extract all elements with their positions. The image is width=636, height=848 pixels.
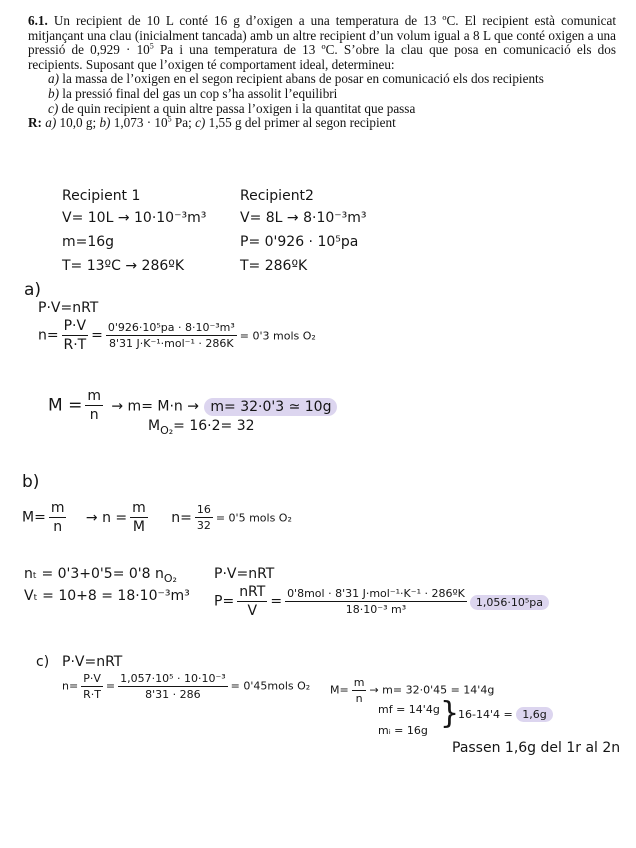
part-a-frac-values [106, 321, 237, 350]
question-b-text: la pressió final del gas un cop s’ha assolit l’equilibri [62, 85, 338, 101]
question-c-text: de quin recipient a quin altre passa l’oxigen i la quantitat que passa [61, 100, 416, 116]
answer-b-exponent: 5 [167, 114, 172, 124]
part-a-n-eq: n= [38, 327, 59, 344]
part-b-frac5-num: 0'8mol · 8'31 J·mol⁻¹·K⁻¹ · 286ºK [287, 587, 465, 600]
part-c-frac2-num: 1,057·10⁵ · 10·10⁻³ [120, 672, 226, 685]
answer-c-letter: c) [195, 115, 206, 131]
part-c-frac3-num: m [353, 676, 365, 689]
part-b-frac-m-n [49, 500, 67, 535]
rec1-title: Recipient 1 [62, 188, 141, 204]
part-b-ideal-gas-law: P·V=nRT [214, 566, 275, 582]
answer-b: 1,073 · 10 [113, 115, 168, 131]
part-c-moles-calc [62, 672, 310, 701]
part-b-total-volume: Vₜ = 10+8 = 18·10⁻³m³ [24, 588, 190, 604]
part-b-frac3-num: 16 [196, 503, 211, 516]
part-c-difference [458, 708, 553, 721]
part-c-frac-m-n [352, 676, 367, 705]
part-a-frac1-den: R·T [63, 337, 87, 353]
answers-line [28, 116, 616, 131]
part-b-frac2-den: M [132, 519, 145, 535]
part-b-frac1-num: m [50, 500, 65, 516]
part-a-frac-pv-rt [62, 318, 88, 353]
part-c-moles-result: = 0'45mols O₂ [230, 679, 311, 693]
part-c-frac1-num: P·V [83, 672, 101, 685]
part-c-diff: 16-14'4 = [458, 708, 513, 721]
part-c-frac2-den: 8'31 · 286 [145, 688, 201, 701]
part-c-n-eq: n= [62, 679, 79, 693]
part-a-frac3-den: n [89, 407, 99, 423]
answer-b-letter: b) [99, 115, 111, 131]
part-c-final-mass: mf = 14'4g [378, 703, 440, 716]
part-c-brace: } [440, 696, 460, 731]
part-b-eq: = [270, 593, 283, 610]
part-c-ideal-gas-law: P·V=nRT [62, 654, 123, 670]
part-c-eq: = [105, 679, 116, 693]
part-b-frac4-den: V [247, 603, 258, 619]
part-c-diff-result: 1,6g [516, 707, 552, 722]
rec2-temperature: T= 286ºK [240, 258, 308, 274]
problem-statement [28, 14, 616, 72]
part-b-total-moles [24, 566, 177, 585]
part-c-frac-values [118, 672, 228, 701]
question-b-letter: b) [48, 85, 59, 101]
part-b-frac-values [285, 587, 467, 616]
answer-a: 10,0 g; [59, 115, 97, 131]
part-b-m-eq: M= [22, 509, 46, 526]
part-b-p-eq: P= [214, 593, 235, 610]
part-a-ideal-gas-law: P·V=nRT [38, 300, 99, 316]
part-b-moles-result: = 0'5 mols O₂ [215, 511, 292, 525]
problem-text [28, 14, 616, 131]
part-b-frac3-den: 32 [196, 519, 211, 532]
question-c-letter: c) [48, 100, 59, 116]
part-b-arrow: → n = [85, 509, 128, 526]
answer-b-unit: Pa; [171, 115, 192, 131]
part-b-frac2-num: m [132, 500, 146, 516]
part-c-mass-calc [330, 676, 494, 705]
part-c-conclusion: Passen 1,6g del 1r al 2n [452, 740, 621, 756]
part-a-frac1-num: P·V [63, 318, 87, 334]
rec1-volume: V= 10L → 10·10⁻³m³ [62, 210, 207, 226]
part-a-label: a) [24, 280, 42, 300]
part-c-frac1-den: R·T [83, 688, 101, 701]
part-b-pressure-calc [214, 584, 549, 619]
part-b-pressure-result: 1,056·10⁵pa [470, 595, 549, 610]
question-a-letter: a) [48, 71, 59, 87]
part-b-n-eq: n= [171, 509, 192, 526]
part-a-frac2-num: 0'926·10⁵pa · 8·10⁻³m³ [107, 321, 235, 334]
part-b-frac5-den: 18·10⁻³ m³ [345, 603, 407, 616]
part-c-label: c) [36, 654, 50, 670]
part-c-initial-mass: mᵢ = 16g [378, 724, 428, 737]
answer-a-letter: a) [45, 115, 57, 131]
question-c [28, 102, 616, 117]
part-b-nt: nₜ = 0'3+0'5= 0'8 n [24, 566, 164, 582]
part-b-frac-m-M [130, 500, 148, 535]
rec2-pressure: P= 0'926 · 10⁵pa [240, 234, 359, 250]
part-c-m-calc: → m= 32·0'45 = 14'4g [369, 683, 495, 697]
part-b-frac-nrt-v [237, 584, 267, 619]
part-a-mass-result: m= 32·0'3 ≃ 10g [204, 398, 337, 416]
part-a-mass-arrow: → m= M·n → [111, 398, 199, 415]
part-a-moles-result: = 0'3 mols O₂ [239, 329, 316, 343]
rec2-title: Recipient2 [240, 188, 314, 204]
answer-label: R: [28, 115, 42, 131]
part-b-label: b) [22, 472, 40, 492]
part-a-frac2-den: 8'31 J·K⁻¹·mol⁻¹ · 286K [109, 337, 234, 350]
part-a-mo2: M [148, 418, 161, 434]
question-b [28, 87, 616, 102]
part-b-frac4-num: nRT [239, 584, 266, 600]
part-b-frac-16-32 [195, 503, 213, 532]
part-c-m-eq: M= [330, 683, 349, 697]
part-a-mo2-val: = 16·2= 32 [173, 418, 255, 434]
statement-exponent: 5 [149, 41, 154, 51]
statement-part2: Pa i una temperatura de 13 ºC. S’obre la clau que posa en comunicació els dos recipients. Suposant que l’oxigen té comportament ideal, determineu: [28, 42, 616, 72]
part-b-nt-sub: O₂ [163, 571, 177, 585]
part-a-m-eq: M = [48, 395, 83, 416]
statement-part1: Un recipient de 10 L conté 16 g d’oxigen a una temperatura de 13 ºC. El recipient està comunicat mitjançant una clau (inicialment tancada) amb un altre recipient d’un volum igual a 8 L que conté oxigen a una pressió de 0,929 · 10 [28, 13, 616, 58]
part-a-frac3-num: m [87, 388, 101, 404]
part-b-moles-calc [22, 500, 292, 535]
rec1-temperature: T= 13ºC → 286ºK [62, 258, 185, 274]
question-a-text: la massa de l’oxigen en el segon recipient abans de posar en comunicació els dos recipients [62, 71, 544, 87]
part-a-molar-mass [148, 418, 255, 437]
part-a-eq: = [91, 327, 103, 344]
problem-number: 6.1. [28, 13, 48, 28]
part-c-frac-pv-rt [81, 672, 103, 701]
part-c-frac3-den: n [355, 692, 363, 705]
part-a-moles-calc [38, 318, 316, 353]
question-a [28, 72, 616, 87]
part-a-frac-m-n [85, 388, 103, 423]
part-b-frac1-den: n [53, 519, 63, 535]
answer-c: 1,55 g del primer al segon recipient [208, 115, 396, 131]
rec1-mass: m=16g [62, 234, 115, 250]
part-a-mo2-sub: O₂ [160, 423, 174, 437]
rec2-volume: V= 8L → 8·10⁻³m³ [240, 210, 367, 226]
